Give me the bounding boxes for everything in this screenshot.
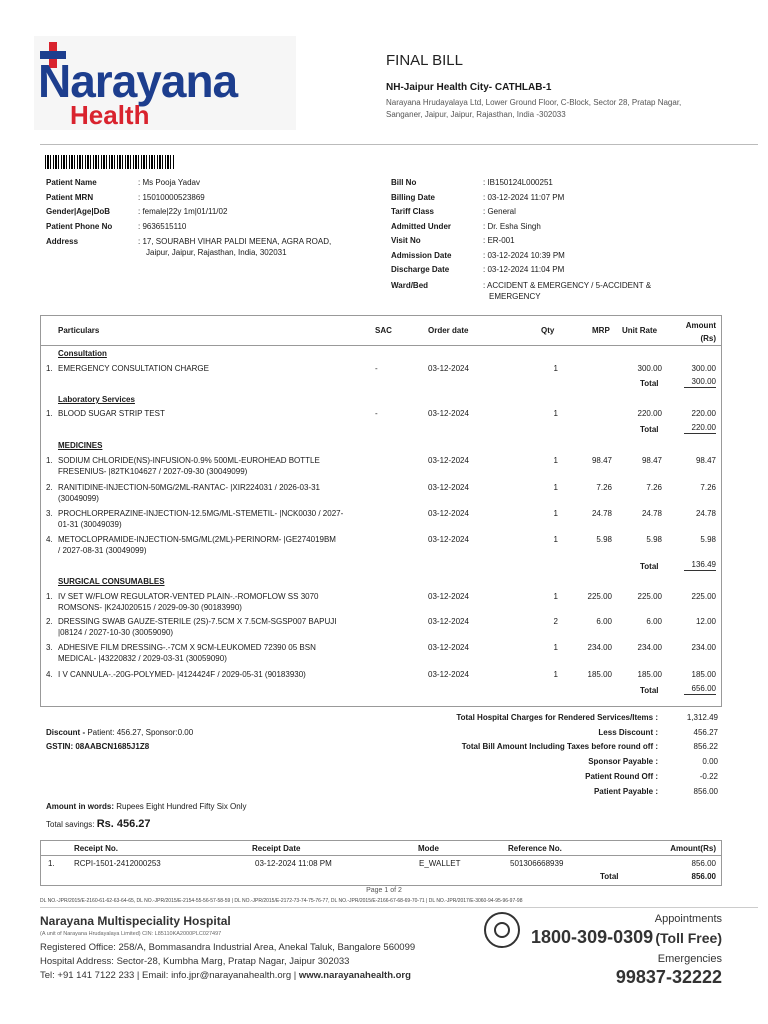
footer-website[interactable]: www.narayanahealth.org	[298, 970, 411, 981]
branch-name: NH-Jaipur Health City- CATHLAB-1	[386, 82, 552, 93]
summary-value: 456.27	[693, 728, 718, 737]
receipt-col-date: Receipt Date	[252, 844, 301, 853]
col-sac: SAC	[375, 326, 392, 335]
item-mrp: 7.26	[596, 483, 612, 492]
item-order-date: 03-12-2024	[428, 535, 469, 544]
col-amount-line2: (Rs)	[700, 334, 716, 343]
gstin: GSTIN: 08AABCN1685J1Z8	[46, 742, 150, 751]
summary-label: Total Hospital Charges for Rendered Services/Items :	[456, 713, 658, 722]
item-sac: -	[375, 409, 378, 418]
info-value: : General	[483, 207, 516, 216]
section-surgical: SURGICAL CONSUMABLES	[58, 577, 165, 586]
section-total-value: 220.00	[684, 422, 716, 434]
col-particulars: Particulars	[58, 326, 100, 335]
info-key: Bill No	[391, 178, 417, 187]
row-number: 1.	[46, 409, 53, 418]
item-description: DRESSING SWAB GAUZE-STERILE (2S)-7.5CM X 7.5CM-SGSP007 BAPUJI	[58, 617, 337, 626]
item-mrp: 98.47	[591, 456, 612, 465]
item-description-cont: FRESENIUS- |82TK104627 / 2027-09-30 (30049099)	[58, 467, 248, 476]
total-savings-value: Rs. 456.27	[96, 818, 151, 830]
row-number: 3.	[46, 509, 53, 518]
logo-subtitle: Health	[70, 100, 150, 130]
item-order-date: 03-12-2024	[428, 364, 469, 373]
summary-label: Sponsor Payable :	[588, 757, 658, 766]
info-value: Jaipur, Jaipur, Rajasthan, India, 302031	[146, 248, 287, 257]
amount-in-words	[46, 801, 247, 812]
footer-registered-office: Registered Office: 258/A, Bommasandra Industrial Area, Anekal Taluk, Bangalore 560099	[40, 942, 416, 953]
appointments-label: Appointments	[654, 913, 722, 925]
info-value: : female|22y 1m|01/11/02	[138, 207, 228, 216]
item-description-cont: ROMSONS- |K24J020515 / 2029-09-30 (90183990)	[58, 603, 242, 612]
item-amount: 12.00	[695, 617, 716, 626]
row-number: 4.	[46, 535, 53, 544]
item-unit-rate: 300.00	[637, 364, 662, 373]
item-amount: 234.00	[691, 643, 716, 652]
receipt-total-value: 856.00	[691, 872, 716, 881]
summary-label: Less Discount :	[598, 728, 658, 737]
row-number: 2.	[46, 483, 53, 492]
item-qty: 1	[553, 483, 558, 492]
info-value: : 03-12-2024 11:07 PM	[483, 192, 565, 202]
row-number: 1.	[46, 364, 53, 373]
row-number: 3.	[46, 643, 53, 652]
info-key: Admitted Under	[391, 221, 451, 231]
item-qty: 1	[553, 509, 558, 518]
item-description-cont: |08124 / 2027-10-30 (30059090)	[58, 628, 174, 637]
footer-hospital-address: Hospital Address: Sector-28, Kumbha Marg, Pratap Nagar, Jaipur 302033	[40, 956, 350, 967]
info-key: Admission Date	[391, 250, 452, 260]
row-number: 1.	[46, 592, 53, 601]
receipt-amount: 856.00	[691, 859, 716, 868]
receipt-total-label: Total	[600, 872, 619, 881]
section-total-label: Total	[640, 562, 659, 571]
item-unit-rate: 5.98	[646, 535, 662, 544]
section-laboratory: Laboratory Services	[58, 395, 135, 404]
bill-info	[391, 176, 691, 302]
info-value: : ER-001	[483, 236, 515, 245]
info-value: : 03-12-2024 11:04 PM	[483, 265, 565, 274]
logo-wordmark: Narayana	[38, 55, 238, 107]
item-order-date: 03-12-2024	[428, 670, 469, 679]
col-order-date: Order date	[428, 326, 469, 335]
section-total-label: Total	[640, 686, 659, 695]
bill-title: FINAL BILL	[386, 52, 463, 69]
footer-contact	[40, 969, 411, 982]
item-qty: 1	[553, 409, 558, 418]
section-total-value: 656.00	[684, 683, 716, 695]
summary-label: Patient Payable :	[593, 787, 658, 796]
receipt-col-mode: Mode	[418, 844, 439, 853]
patient-info	[46, 176, 376, 258]
appointments-number[interactable]: 1800-309-0309	[531, 927, 654, 947]
info-key: Patient MRN	[46, 192, 94, 202]
summary-value: 1,312.49	[686, 713, 718, 722]
item-unit-rate: 185.00	[637, 670, 662, 679]
item-qty: 1	[553, 364, 558, 373]
summary-value: 856.00	[693, 787, 718, 796]
item-qty: 1	[553, 643, 558, 652]
info-value: EMERGENCY	[489, 291, 541, 301]
item-mrp: 5.98	[596, 535, 612, 544]
item-mrp: 24.78	[591, 509, 612, 518]
item-description-cont: (30049099)	[58, 494, 99, 503]
item-unit-rate: 225.00	[637, 592, 662, 601]
item-order-date: 03-12-2024	[428, 409, 469, 418]
info-key: Visit No	[391, 236, 421, 245]
summary-value: 0.00	[702, 757, 718, 766]
discount-note	[46, 727, 193, 738]
item-qty: 2	[553, 617, 558, 626]
barcode	[45, 155, 175, 169]
item-amount: 98.47	[695, 456, 716, 465]
item-amount: 225.00	[691, 592, 716, 601]
receipt-mode: E_WALLET	[419, 859, 461, 868]
info-value: : Dr. Esha Singh	[483, 221, 541, 231]
item-mrp: 6.00	[596, 617, 612, 626]
item-description: ADHESIVE FILM DRESSING-.-7CM X 9CM-LEUKOMED 72390 05 BSN	[58, 643, 316, 652]
table-header-divider	[40, 345, 722, 346]
item-description-cont: MEDICAL- |43220832 / 2029-03-31 (30059090)	[58, 654, 227, 663]
receipt-date: 03-12-2024 11:08 PM	[255, 859, 332, 868]
item-order-date: 03-12-2024	[428, 456, 469, 465]
receipt-no: RCPI-1501-2412000253	[74, 859, 161, 868]
info-value: : IB150124L000251	[483, 178, 553, 187]
col-qty: Qty	[541, 326, 555, 335]
dl-numbers: DL NO.-JPR/2015/E-2160-61-62-63-64-65, DL NO.-JPR/2015/E-2154-55-56-57-58-59 | DL NO.-JPR/2015/E-2172-73-74-75-76-77, DL NO.-JPR/2015/E-2166-67-68-69-70-71 | DL NO.-JPR/2017/E-3060-94-95-96-97-98	[40, 898, 523, 904]
info-key: Address	[46, 237, 79, 246]
toll-free-label: (Toll Free)	[655, 930, 722, 946]
footer-contact-text: Tel: +91 141 7122 233 | Email: info.jpr@narayanahealth.org |	[40, 970, 299, 981]
info-value: : ACCIDENT & EMERGENCY / 5-ACCIDENT &	[483, 280, 652, 290]
item-mrp: 185.00	[587, 670, 612, 679]
row-number: 1.	[46, 456, 53, 465]
row-number: 2.	[46, 617, 53, 626]
info-value: : 17, SOURABH VIHAR PALDI MEENA, AGRA ROAD,	[138, 237, 332, 246]
info-key: Discharge Date	[391, 265, 450, 274]
receipt-row-number: 1.	[48, 859, 55, 868]
page-number: Page 1 of 2	[366, 887, 402, 894]
item-order-date: 03-12-2024	[428, 592, 469, 601]
item-amount: 7.26	[700, 483, 716, 492]
emergencies-number[interactable]: 99837-32222	[615, 967, 722, 987]
item-order-date: 03-12-2024	[428, 643, 469, 652]
info-key: Tariff Class	[391, 207, 434, 216]
amount-in-words-label: Amount in words:	[46, 802, 117, 811]
logo	[34, 36, 296, 130]
discount-value: Patient: 456.27, Sponsor:0.00	[87, 728, 194, 737]
amount-in-words-value: Rupees Eight Hundred Fifty Six Only	[116, 802, 247, 811]
col-unit-rate: Unit Rate	[622, 326, 658, 335]
item-description: METOCLOPRAMIDE-INJECTION-5MG/ML(2ML)-PERINORM- |GE274019BM	[58, 535, 336, 544]
summary-label: Total Bill Amount Including Taxes before round off :	[461, 742, 658, 751]
section-medicines: MEDICINES	[58, 441, 103, 450]
info-value: : 03-12-2024 10:39 PM	[483, 250, 565, 260]
info-value: : Ms Pooja Yadav	[138, 178, 200, 187]
item-qty: 1	[553, 535, 558, 544]
item-amount: 220.00	[691, 409, 716, 418]
info-key: Patient Phone No	[46, 221, 113, 231]
item-mrp: 234.00	[587, 643, 612, 652]
item-unit-rate: 6.00	[646, 617, 662, 626]
item-unit-rate: 7.26	[646, 483, 662, 492]
footer-hospital-name: Narayana Multispeciality Hospital	[40, 914, 231, 928]
item-mrp: 225.00	[587, 592, 612, 601]
section-total-value: 136.49	[684, 559, 716, 571]
item-qty: 1	[553, 670, 558, 679]
info-value: : 15010000523869	[138, 192, 205, 202]
receipt-reference: 501306668939	[510, 859, 564, 868]
item-order-date: 03-12-2024	[428, 617, 469, 626]
col-amount	[674, 319, 716, 345]
item-amount: 24.78	[695, 509, 716, 518]
appointments-line	[510, 926, 722, 952]
item-description: SODIUM CHLORIDE(NS)-INFUSION-0.9% 500ML-EUROHEAD BOTTLE	[58, 456, 320, 465]
receipt-header-divider	[40, 855, 722, 856]
item-unit-rate: 98.47	[641, 456, 662, 465]
row-number: 4.	[46, 670, 53, 679]
item-description: EMERGENCY CONSULTATION CHARGE	[58, 364, 209, 373]
info-key: Patient Name	[46, 178, 97, 187]
section-total-value: 300.00	[684, 376, 716, 388]
footer-unit: (A unit of Narayana Hrudayalaya Limited) CIN: L85110KA2000PLC027497	[40, 931, 222, 937]
item-sac: -	[375, 364, 378, 373]
col-amount-line1: Amount	[685, 321, 716, 330]
summary-value: 856.22	[693, 742, 718, 751]
item-unit-rate: 24.78	[641, 509, 662, 518]
item-description: PROCHLORPERAZINE-INJECTION-12.5MG/ML-STEMETIL- |NCK0030 / 2027-	[58, 509, 344, 518]
item-order-date: 03-12-2024	[428, 483, 469, 492]
item-unit-rate: 220.00	[637, 409, 662, 418]
summary-label: Patient Round Off :	[585, 772, 658, 781]
section-total-label: Total	[640, 425, 659, 434]
col-mrp: MRP	[592, 326, 610, 335]
item-description: IV SET W/FLOW REGULATOR-VENTED PLAIN-.-ROMOFLOW SS 3070	[58, 592, 319, 601]
item-unit-rate: 234.00	[637, 643, 662, 652]
item-qty: 1	[553, 456, 558, 465]
info-key: Billing Date	[391, 192, 436, 202]
discount-label: Discount -	[46, 728, 88, 737]
item-description: I V CANNULA-.-20G-POLYMED- |4124424F / 2029-05-31 (90183930)	[58, 670, 306, 679]
item-qty: 1	[553, 592, 558, 601]
receipt-col-no: Receipt No.	[74, 844, 119, 853]
section-consultation: Consultation	[58, 349, 107, 358]
item-description-cont: 01-31 (30049039)	[58, 520, 122, 529]
header-divider	[40, 144, 758, 145]
info-value: : 9636515110	[138, 221, 187, 231]
item-description: RANITIDINE-INJECTION-50MG/2ML-RANTAC- |XIR224031 / 2026-03-31	[58, 483, 321, 492]
summary-value: -0.22	[699, 772, 718, 781]
total-savings-label: Total savings:	[46, 820, 97, 829]
branch-address: Narayana Hrudayalaya Ltd, Lower Ground Floor, C-Block, Sector 28, Pratap Nagar, Sanganer, Jaipur, Jaipur, Rajasthan, India -302033	[386, 98, 682, 119]
item-amount: 5.98	[700, 535, 716, 544]
receipt-col-ref: Reference No.	[508, 844, 562, 853]
total-savings	[46, 817, 151, 832]
section-total-label: Total	[640, 379, 659, 388]
footer-divider	[40, 907, 758, 908]
item-order-date: 03-12-2024	[428, 509, 469, 518]
item-amount: 300.00	[691, 364, 716, 373]
info-key: Gender|Age|DoB	[46, 207, 111, 216]
item-description-cont: / 2027-08-31 (30049099)	[58, 546, 147, 555]
info-key: Ward/Bed	[391, 280, 429, 290]
receipt-col-amount: Amount(Rs)	[670, 844, 716, 853]
emergencies-label: Emergencies	[657, 953, 722, 965]
item-description: BLOOD SUGAR STRIP TEST	[58, 409, 165, 418]
item-amount: 185.00	[691, 670, 716, 679]
